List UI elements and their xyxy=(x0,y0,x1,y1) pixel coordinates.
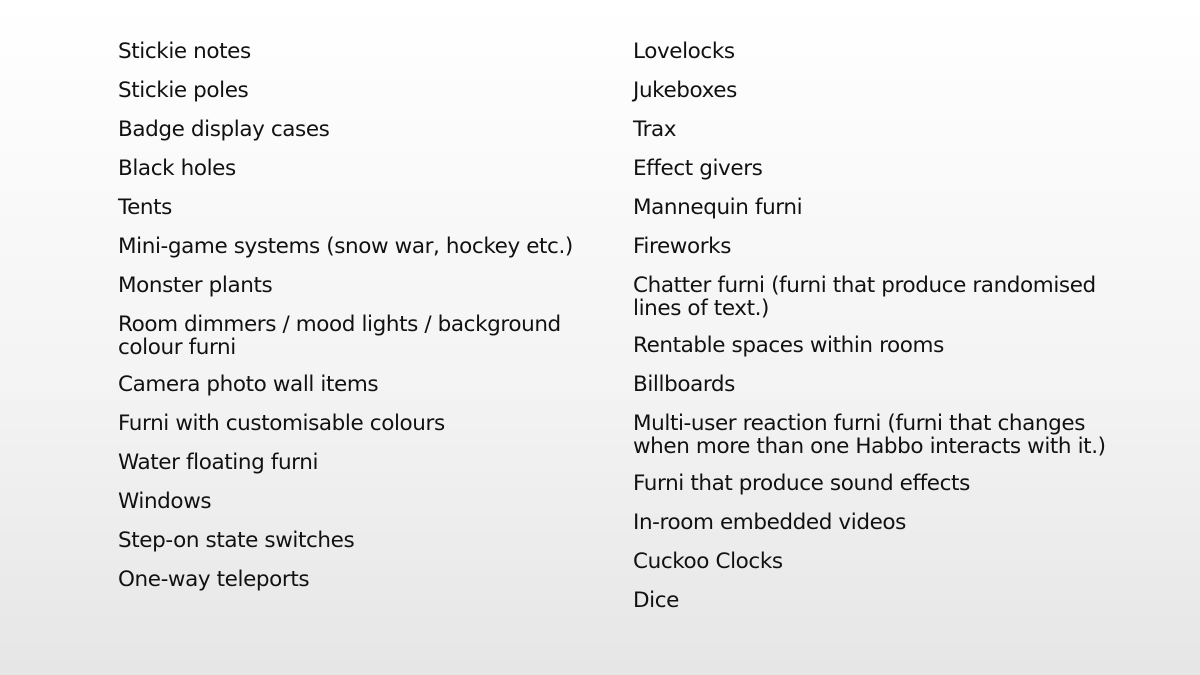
list-item: In-room embedded videos xyxy=(633,510,906,535)
list-item: Furni with customisable colours xyxy=(118,411,445,436)
list-item: Lovelocks xyxy=(633,39,735,64)
right-feature-list xyxy=(633,40,1133,628)
list-item: Fireworks xyxy=(633,234,732,259)
list-item: Room dimmers / mood lights / background colour furni xyxy=(118,312,561,360)
list-item: Trax xyxy=(633,117,677,142)
list-item: One-way teleports xyxy=(118,567,310,592)
list-item: Billboards xyxy=(633,372,735,397)
list-item: Monster plants xyxy=(118,273,273,298)
list-item: Effect givers xyxy=(633,156,763,181)
list-item: Water floating furni xyxy=(118,450,319,475)
list-item: Chatter furni (furni that produce randomised lines of text.) xyxy=(633,273,1096,321)
list-item: Stickie poles xyxy=(118,78,249,103)
list-item: Black holes xyxy=(118,156,236,181)
list-item: Jukeboxes xyxy=(633,78,737,103)
list-item: Dice xyxy=(633,588,679,613)
list-item: Badge display cases xyxy=(118,117,330,142)
list-item: Windows xyxy=(118,489,212,514)
list-item: Stickie notes xyxy=(118,39,251,64)
list-item: Multi-user reaction furni (furni that changes when more than one Habbo interacts with it.) xyxy=(633,411,1106,459)
list-item: Cuckoo Clocks xyxy=(633,549,783,574)
list-item: Tents xyxy=(118,195,172,220)
list-item: Mannequin furni xyxy=(633,195,803,220)
left-feature-list xyxy=(118,40,588,607)
list-item: Camera photo wall items xyxy=(118,372,379,397)
list-item: Mini-game systems (snow war, hockey etc.) xyxy=(118,234,573,259)
list-item: Rentable spaces within rooms xyxy=(633,333,944,358)
list-item: Step-on state switches xyxy=(118,528,355,553)
list-item: Furni that produce sound effects xyxy=(633,471,970,496)
